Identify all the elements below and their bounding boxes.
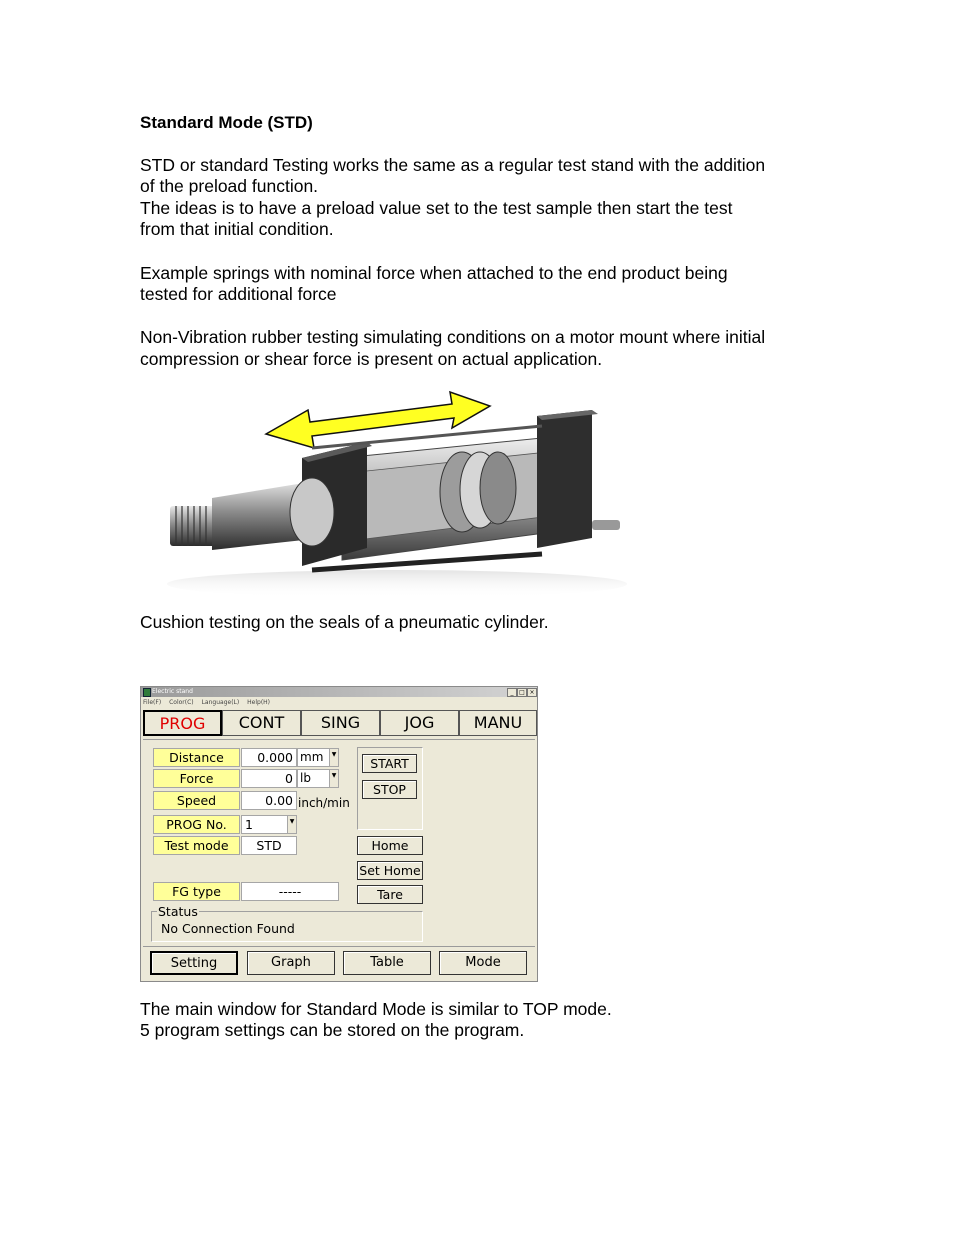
start-button[interactable]: START xyxy=(362,754,417,773)
minimize-icon[interactable]: _ xyxy=(507,688,517,697)
menu-file[interactable]: File(F) xyxy=(143,699,162,706)
speed-field[interactable]: 0.00 xyxy=(241,791,297,810)
stop-button[interactable]: STOP xyxy=(362,780,417,799)
table-button[interactable]: Table xyxy=(343,951,431,975)
tare-button[interactable]: Tare xyxy=(357,885,423,904)
para-line: tested for additional force xyxy=(140,284,337,304)
chevron-down-icon[interactable]: ▼ xyxy=(329,749,338,766)
tab-manu[interactable]: MANU xyxy=(459,710,537,736)
window-title: Electric stand xyxy=(152,688,193,695)
para-line: compression or shear force is present on actual application. xyxy=(140,349,603,369)
para-line: STD or standard Testing works the same as a regular test stand with the addition xyxy=(140,155,766,175)
home-button[interactable]: Home xyxy=(357,836,423,855)
divider xyxy=(143,739,535,740)
prog-no-select[interactable] xyxy=(241,815,297,834)
test-mode-value: STD xyxy=(241,836,297,855)
force-label: Force xyxy=(153,769,240,788)
window-caption: The main window for Standard Mode is similar to TOP mode. xyxy=(140,999,612,1019)
distance-unit-value: mm xyxy=(300,750,324,764)
status-text: No Connection Found xyxy=(161,921,295,936)
distance-unit-select[interactable] xyxy=(297,748,339,767)
maximize-icon[interactable]: □ xyxy=(517,688,527,697)
status-legend: Status xyxy=(158,904,198,919)
chevron-down-icon[interactable]: ▼ xyxy=(329,770,338,787)
distance-label: Distance xyxy=(153,748,240,767)
menu-color[interactable]: Color(C) xyxy=(169,699,194,706)
test-mode-label: Test mode xyxy=(153,836,240,855)
window-titlebar xyxy=(141,687,537,697)
tab-cont[interactable]: CONT xyxy=(222,710,301,736)
graph-button[interactable]: Graph xyxy=(247,951,335,975)
setting-button[interactable]: Setting xyxy=(150,951,238,975)
tab-jog[interactable]: JOG xyxy=(380,710,459,736)
mode-tabs xyxy=(143,710,537,736)
speed-unit: inch/min xyxy=(298,796,350,810)
para-line: Non-Vibration rubber testing simulating conditions on a motor mount where initial xyxy=(140,327,766,347)
fg-type-value: ----- xyxy=(241,882,339,901)
distance-field[interactable]: 0.000 xyxy=(241,748,297,767)
para-line: from that initial condition. xyxy=(140,219,334,239)
app-icon xyxy=(143,688,151,697)
prog-no-value: 1 xyxy=(245,817,253,832)
page-heading: Standard Mode (STD) xyxy=(140,113,313,132)
force-unit-value: lb xyxy=(300,771,311,785)
fg-type-label: FG type xyxy=(153,882,240,901)
menu-bar xyxy=(143,698,276,707)
prog-no-label: PROG No. xyxy=(153,815,240,834)
mode-button[interactable]: Mode xyxy=(439,951,527,975)
chevron-down-icon[interactable]: ▼ xyxy=(287,816,296,833)
speed-label: Speed xyxy=(153,791,240,810)
image-caption: Cushion testing on the seals of a pneumatic cylinder. xyxy=(140,612,549,632)
force-field[interactable]: 0 xyxy=(241,769,297,788)
pneumatic-cylinder-image xyxy=(162,388,632,600)
electric-stand-window xyxy=(140,686,538,982)
menu-language[interactable]: Language(L) xyxy=(201,699,240,706)
force-unit-select[interactable] xyxy=(297,769,339,788)
tab-prog[interactable]: PROG xyxy=(143,710,222,736)
close-icon[interactable]: × xyxy=(527,688,537,697)
tab-sing[interactable]: SING xyxy=(301,710,380,736)
set-home-button[interactable]: Set Home xyxy=(357,861,423,880)
menu-help[interactable]: Help(H) xyxy=(247,699,271,706)
divider xyxy=(143,946,535,947)
window-caption: 5 program settings can be stored on the program. xyxy=(140,1020,525,1040)
para-line: The ideas is to have a preload value set to the test sample then start the test xyxy=(140,198,733,218)
para-line: of the preload function. xyxy=(140,176,319,196)
para-line: Example springs with nominal force when attached to the end product being xyxy=(140,263,728,283)
